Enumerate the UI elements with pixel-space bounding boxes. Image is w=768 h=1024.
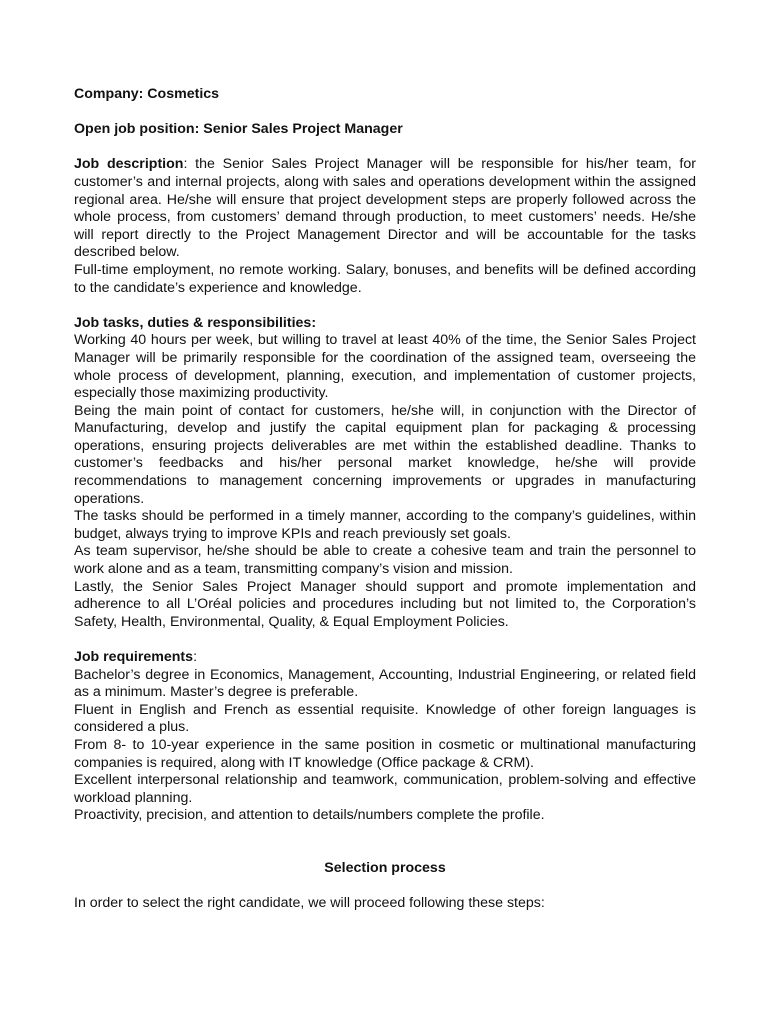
- selection-heading: Selection process: [324, 860, 446, 877]
- tasks-paragraph: Being the main point of contact for customers, he/she will, in conjunction with the Director of Manufacturing, develop and justify the capital equipment plan for packaging & processing operations, ensuring projects deliverables are met within the established deadline. Thanks to customer’s feedbacks and his/her personal market knowledge, he/she will provide recommendations to management concerning improvements or upgrades in manufacturing operations.: [74, 402, 696, 507]
- employment-terms-paragraph: Full-time employment, no remote working. Salary, bonuses, and benefits will be defined according to the candidate’s experience and knowledge.: [74, 261, 696, 296]
- tasks-paragraph: As team supervisor, he/she should be able to create a cohesive team and train the personnel to work alone and as a team, transmitting company’s vision and mission.: [74, 543, 696, 578]
- tasks-paragraph: The tasks should be performed in a timely manner, according to the company’s guidelines, within budget, always trying to improve KPIs and reach previously set goals.: [74, 508, 696, 542]
- spacer: [74, 104, 696, 122]
- spacer: [74, 825, 696, 843]
- requirement-paragraph: Bachelor’s degree in Economics, Management, Accounting, Industrial Engineering, or related field as a minimum. Master’s degree is preferable.: [74, 666, 696, 701]
- job-description-paragraph: [74, 156, 696, 262]
- company-line: Company: Cosmetics: [74, 86, 220, 102]
- job-description-colon: :: [183, 156, 188, 173]
- job-description-label: Job description: [74, 156, 184, 173]
- requirement-paragraph: Fluent in English and French as essential requisite. Knowledge of other foreign languages is considered a plus.: [74, 701, 696, 736]
- spacer: [74, 297, 696, 315]
- requirement-paragraph: From 8- to 10-year experience in the same position in cosmetic or multinational manufacturing companies is required, along with IT knowledge (Office package & CRM).: [74, 736, 696, 771]
- spacer: [74, 631, 696, 649]
- document-page: [74, 86, 696, 913]
- tasks-paragraph: Lastly, the Senior Sales Project Manager should support and promote implementation and adherence to all L’Oréal policies and procedures including but not limited to, the Corporation’s Safety, Health, Environmental, Quality, & Equal Employment Policies.: [74, 578, 696, 630]
- job-description-text: the Senior Sales Project Manager will be responsible for his/her team, for customer’s and internal projects, along with sales and operations development within the assigned regional area. He/she will ensure that project development steps are properly followed across the whole process, from customers’ demand through production, to meet customers’ needs. He/she will report directly to the Project Management Director and will be accountable for the tasks described below.: [74, 156, 696, 261]
- requirements-heading: Job requirements: [74, 649, 194, 665]
- spacer: [74, 843, 696, 861]
- selection-intro: In order to select the right candidate, we will proceed following these steps:: [74, 895, 545, 912]
- spacer: [74, 139, 696, 157]
- requirement-paragraph: Excellent interpersonal relationship and teamwork, communication, problem-solving and effective workload planning.: [74, 772, 696, 806]
- requirement-paragraph: Proactivity, precision, and attention to details/numbers complete the profile.: [74, 807, 545, 824]
- tasks-heading: Job tasks, duties & responsibilities:: [74, 314, 317, 331]
- tasks-paragraph: Working 40 hours per week, but willing to travel at least 40% of the time, the Senior Sales Project Manager will be primarily responsible for the coordination of the assigned team, overseeing the whole process of development, planning, execution, and implementation of customer projects, especially those maximizing productivity.: [74, 332, 696, 402]
- requirements-colon: :: [193, 649, 198, 665]
- position-line: Open job position: Senior Sales Project Manager: [74, 121, 403, 138]
- requirements-heading-line: [74, 649, 696, 667]
- spacer: [74, 878, 696, 896]
